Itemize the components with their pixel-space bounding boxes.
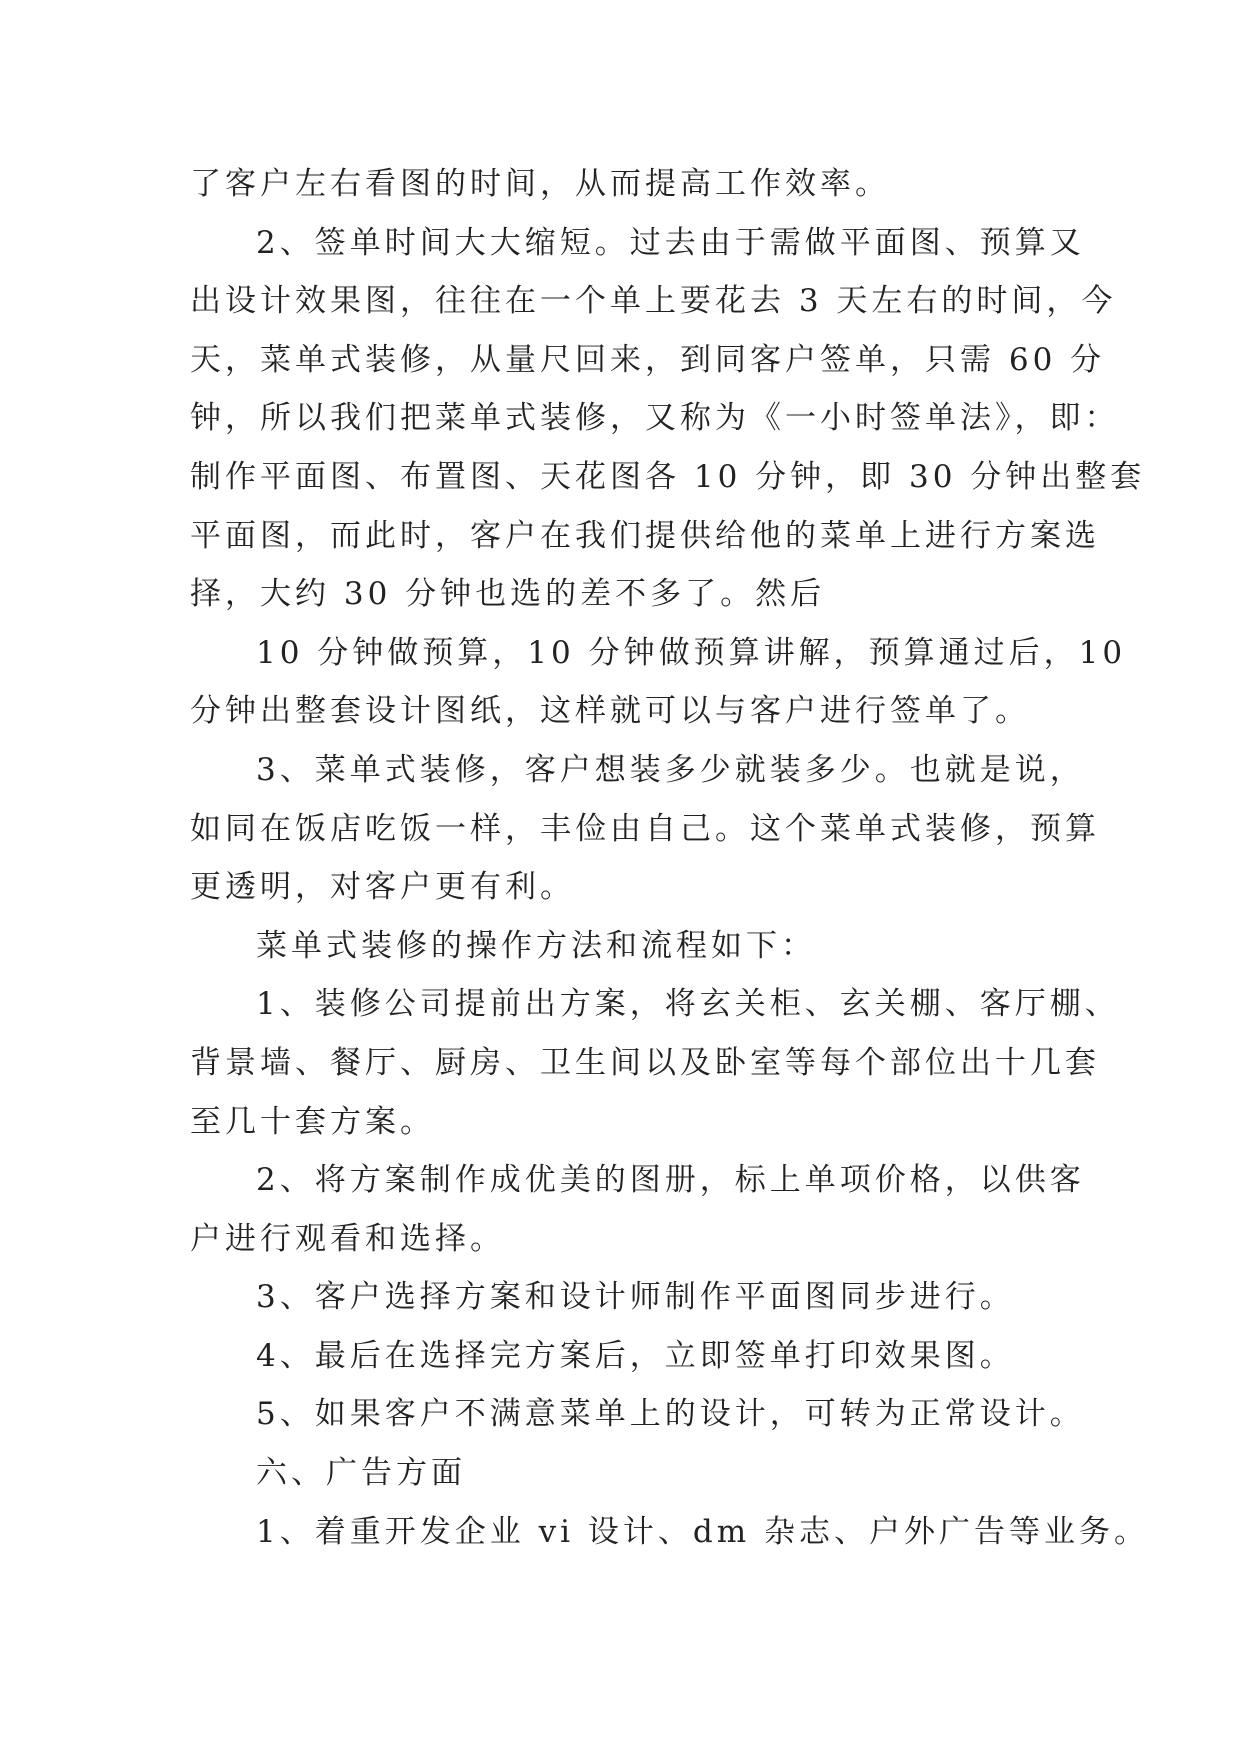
text-line: 更透明，对客户更有利。 bbox=[190, 869, 575, 906]
text-line: 出设计效果图，往往在一个单上要花去 3 天左右的时间，今 bbox=[190, 283, 1117, 320]
text-line: 3、菜单式装修，客户想装多少就装多少。也就是说， bbox=[256, 751, 1085, 788]
text-line: 择，大约 30 分钟也选的差不多了。然后 bbox=[190, 576, 826, 613]
text-line: 制作平面图、布置图、天花图各 10 分钟，即 30 分钟出整套 bbox=[190, 458, 1146, 495]
text-line: 5、如果客户不满意菜单上的设计，可转为正常设计。 bbox=[256, 1396, 1085, 1433]
section-heading: 六、广告方面 bbox=[256, 1455, 466, 1492]
text-line: 了客户左右看图的时间，从而提高工作效率。 bbox=[190, 166, 890, 202]
text-line: 户进行观看和选择。 bbox=[190, 1220, 505, 1257]
text-line: 钟，所以我们把菜单式装修，又称为《一小时签单法》，即： bbox=[190, 400, 1120, 437]
text-line: 背景墙、餐厅、厨房、卫生间以及卧室等每个部位出十几套 bbox=[190, 1044, 1100, 1081]
text-line: 2、将方案制作成优美的图册，标上单项价格，以供客 bbox=[256, 1162, 1085, 1199]
text-line: 10 分钟做预算，10 分钟做预算讲解，预算通过后，10 bbox=[256, 634, 1127, 671]
text-line: 4、最后在选择完方案后，立即签单打印效果图。 bbox=[256, 1337, 1015, 1374]
text-line: 天，菜单式装修，从量尺回来，到同客户签单，只需 60 分 bbox=[190, 341, 1106, 378]
text-line: 平面图，而此时，客户在我们提供给他的菜单上进行方案选 bbox=[190, 517, 1100, 554]
text-line: 分钟出整套设计图纸，这样就可以与客户进行签单了。 bbox=[190, 693, 1030, 730]
text-line: 如同在饭店吃饭一样，丰俭由自己。这个菜单式装修，预算 bbox=[190, 810, 1100, 847]
text-line: 2、签单时间大大缩短。过去由于需做平面图、预算又 bbox=[256, 224, 1085, 261]
text-line: 1、装修公司提前出方案，将玄关柜、玄关棚、客厅棚、 bbox=[256, 986, 1120, 1023]
text-line: 1、着重开发企业 vi 设计、dm 杂志、户外广告等业务。 bbox=[256, 1513, 1149, 1550]
document-body bbox=[190, 155, 1149, 1561]
text-line: 3、客户选择方案和设计师制作平面图同步进行。 bbox=[256, 1279, 1015, 1316]
text-line: 至几十套方案。 bbox=[190, 1103, 435, 1140]
section-heading: 菜单式装修的操作方法和流程如下： bbox=[256, 927, 816, 964]
